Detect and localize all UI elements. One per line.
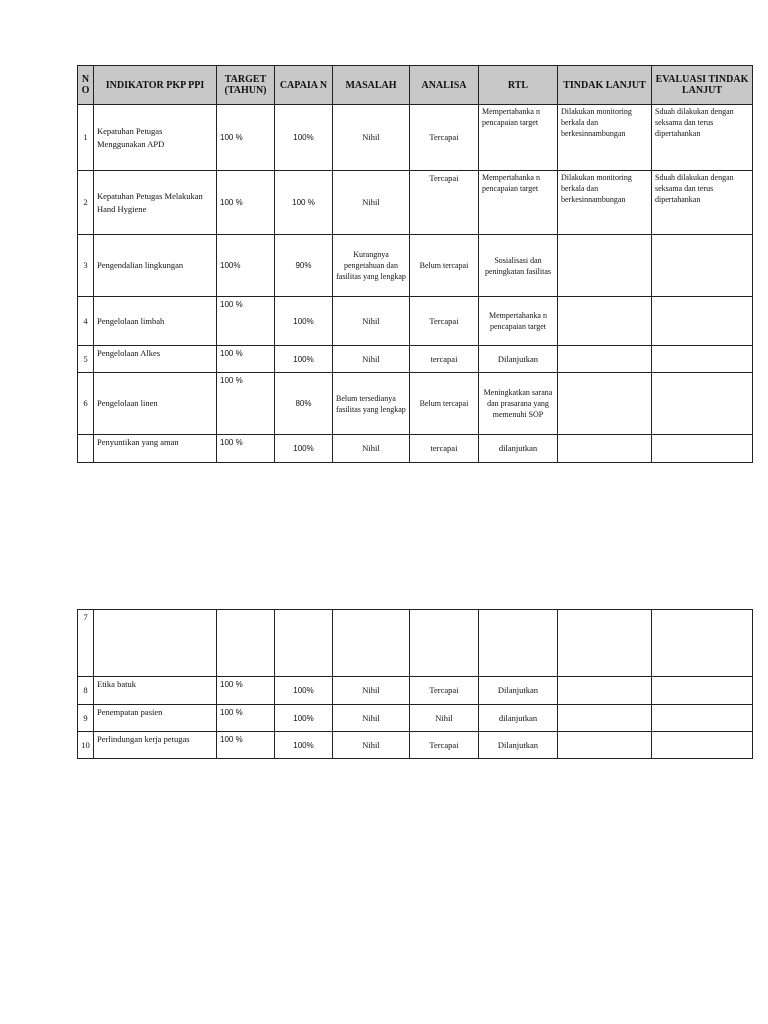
cell-analisa [410, 610, 479, 677]
cell-analisa: Tercapai [410, 171, 479, 235]
cell-analisa: tercapai [410, 435, 479, 463]
cell-rtl: dilanjutkan [479, 705, 558, 732]
cell-indikator: Penempatan pasien [94, 705, 217, 732]
cell-indikator: Pengelolaan Alkes [94, 346, 217, 373]
cell-masalah: Nihil [333, 171, 410, 235]
cell-tindak-lanjut [558, 610, 652, 677]
cell-rtl: Dilanjutkan [479, 732, 558, 759]
cell-rtl: Meningkatkan sarana dan prasarana yang memenuhi SOP [479, 373, 558, 435]
cell-indikator: Etika batuk [94, 677, 217, 705]
cell-capaian: 100% [275, 297, 333, 346]
cell-tindak-lanjut [558, 732, 652, 759]
cell-masalah: Nihil [333, 732, 410, 759]
cell-target: 100 % [217, 732, 275, 759]
cell-masalah: Nihil [333, 677, 410, 705]
header-tindak-lanjut: TINDAK LANJUT [558, 66, 652, 105]
cell-analisa: Belum tercapai [410, 373, 479, 435]
table-row [78, 297, 753, 346]
cell-rtl: Dilanjutkan [479, 346, 558, 373]
indicator-table-continued [77, 609, 753, 759]
table-row [78, 732, 753, 759]
cell-indikator [94, 610, 217, 677]
cell-tindak-lanjut [558, 677, 652, 705]
cell-target: 100 % [217, 171, 275, 235]
cell-capaian: 100 % [275, 171, 333, 235]
indicator-table [77, 65, 753, 463]
cell-evaluasi [652, 235, 753, 297]
header-no: N O [78, 66, 94, 105]
cell-analisa: Tercapai [410, 105, 479, 171]
cell-evaluasi [652, 346, 753, 373]
cell-indikator: Perlindungan kerja petugas [94, 732, 217, 759]
cell-rtl: Dilanjutkan [479, 677, 558, 705]
cell-no: 5 [78, 346, 94, 373]
cell-rtl [479, 610, 558, 677]
cell-masalah: Nihil [333, 105, 410, 171]
header-target: TARGET (TAHUN) [217, 66, 275, 105]
cell-tindak-lanjut [558, 705, 652, 732]
cell-capaian: 100% [275, 105, 333, 171]
table-row [78, 346, 753, 373]
cell-indikator: Kepatuhan Petugas Menggunakan APD [94, 105, 217, 171]
cell-evaluasi [652, 705, 753, 732]
cell-indikator: Pengelolaan linen [94, 373, 217, 435]
cell-masalah [333, 610, 410, 677]
table-row [78, 105, 753, 171]
cell-capaian: 100% [275, 705, 333, 732]
cell-masalah: Nihil [333, 297, 410, 346]
cell-analisa: Tercapai [410, 732, 479, 759]
cell-evaluasi [652, 435, 753, 463]
cell-no: 9 [78, 705, 94, 732]
header-evaluasi: EVALUASI TINDAK LANJUT [652, 66, 753, 105]
header-masalah: MASALAH [333, 66, 410, 105]
cell-tindak-lanjut [558, 346, 652, 373]
cell-rtl: Mempertahanka n pencapaian target [479, 171, 558, 235]
cell-evaluasi [652, 373, 753, 435]
cell-analisa: Tercapai [410, 677, 479, 705]
table-row [78, 705, 753, 732]
header-capaian: CAPAIA N [275, 66, 333, 105]
cell-capaian [275, 610, 333, 677]
cell-evaluasi [652, 677, 753, 705]
table-row [78, 171, 753, 235]
cell-masalah: Kurangnya pengetahuan dan fasilitas yang lengkap [333, 235, 410, 297]
table-row [78, 610, 753, 677]
table-row [78, 677, 753, 705]
cell-tindak-lanjut: Dilakukan monitoring berkala dan berkesinnambungan [558, 171, 652, 235]
cell-target: 100 % [217, 705, 275, 732]
cell-no: 8 [78, 677, 94, 705]
cell-target: 100 % [217, 677, 275, 705]
cell-no: 3 [78, 235, 94, 297]
cell-target: 100 % [217, 346, 275, 373]
cell-analisa: Tercapai [410, 297, 479, 346]
table-row [78, 373, 753, 435]
cell-target: 100 % [217, 297, 275, 346]
cell-evaluasi [652, 610, 753, 677]
cell-analisa: Belum tercapai [410, 235, 479, 297]
cell-target [217, 610, 275, 677]
cell-no: 4 [78, 297, 94, 346]
cell-no: 1 [78, 105, 94, 171]
cell-evaluasi: Sduah dilakukan dengan seksama dan terus dipertahankan [652, 171, 753, 235]
cell-target: 100 % [217, 373, 275, 435]
cell-capaian: 80% [275, 373, 333, 435]
cell-capaian: 100% [275, 732, 333, 759]
header-rtl: RTL [479, 66, 558, 105]
cell-no: 7 [78, 610, 94, 677]
cell-rtl: Sosialisasi dan peningkatan fasilitas [479, 235, 558, 297]
cell-evaluasi [652, 732, 753, 759]
table-row [78, 235, 753, 297]
cell-analisa: tercapai [410, 346, 479, 373]
cell-no: 6 [78, 373, 94, 435]
cell-target: 100 % [217, 435, 275, 463]
cell-evaluasi: Sduah dilakukan dengan seksama dan terus dipertahankan [652, 105, 753, 171]
cell-target: 100% [217, 235, 275, 297]
cell-masalah: Nihil [333, 435, 410, 463]
cell-tindak-lanjut: Dilakukan monitoring berkala dan berkesinnambungan [558, 105, 652, 171]
cell-tindak-lanjut [558, 373, 652, 435]
cell-capaian: 100% [275, 677, 333, 705]
cell-rtl: Mempertahanka n pencapaian target [479, 105, 558, 171]
cell-capaian: 100% [275, 435, 333, 463]
cell-target: 100 % [217, 105, 275, 171]
cell-indikator: Penyuntikan yang aman [94, 435, 217, 463]
cell-capaian: 90% [275, 235, 333, 297]
cell-analisa: Nihil [410, 705, 479, 732]
cell-indikator: Pengendalian lingkungan [94, 235, 217, 297]
cell-tindak-lanjut [558, 297, 652, 346]
table-row [78, 435, 753, 463]
cell-no [78, 435, 94, 463]
cell-rtl: dilanjutkan [479, 435, 558, 463]
cell-no: 10 [78, 732, 94, 759]
cell-masalah: Nihil [333, 346, 410, 373]
header-analisa: ANALISA [410, 66, 479, 105]
cell-no: 2 [78, 171, 94, 235]
cell-indikator: Pengelolaan limbah [94, 297, 217, 346]
cell-tindak-lanjut [558, 235, 652, 297]
cell-evaluasi [652, 297, 753, 346]
cell-capaian: 100% [275, 346, 333, 373]
cell-tindak-lanjut [558, 435, 652, 463]
cell-indikator: Kepatuhan Petugas Melakukan Hand Hygiene [94, 171, 217, 235]
cell-masalah: Belum tersedianya fasilitas yang lengkap [333, 373, 410, 435]
cell-masalah: Nihil [333, 705, 410, 732]
cell-rtl: Mempertahanka n pencapaian target [479, 297, 558, 346]
header-indikator: INDIKATOR PKP PPI [94, 66, 217, 105]
